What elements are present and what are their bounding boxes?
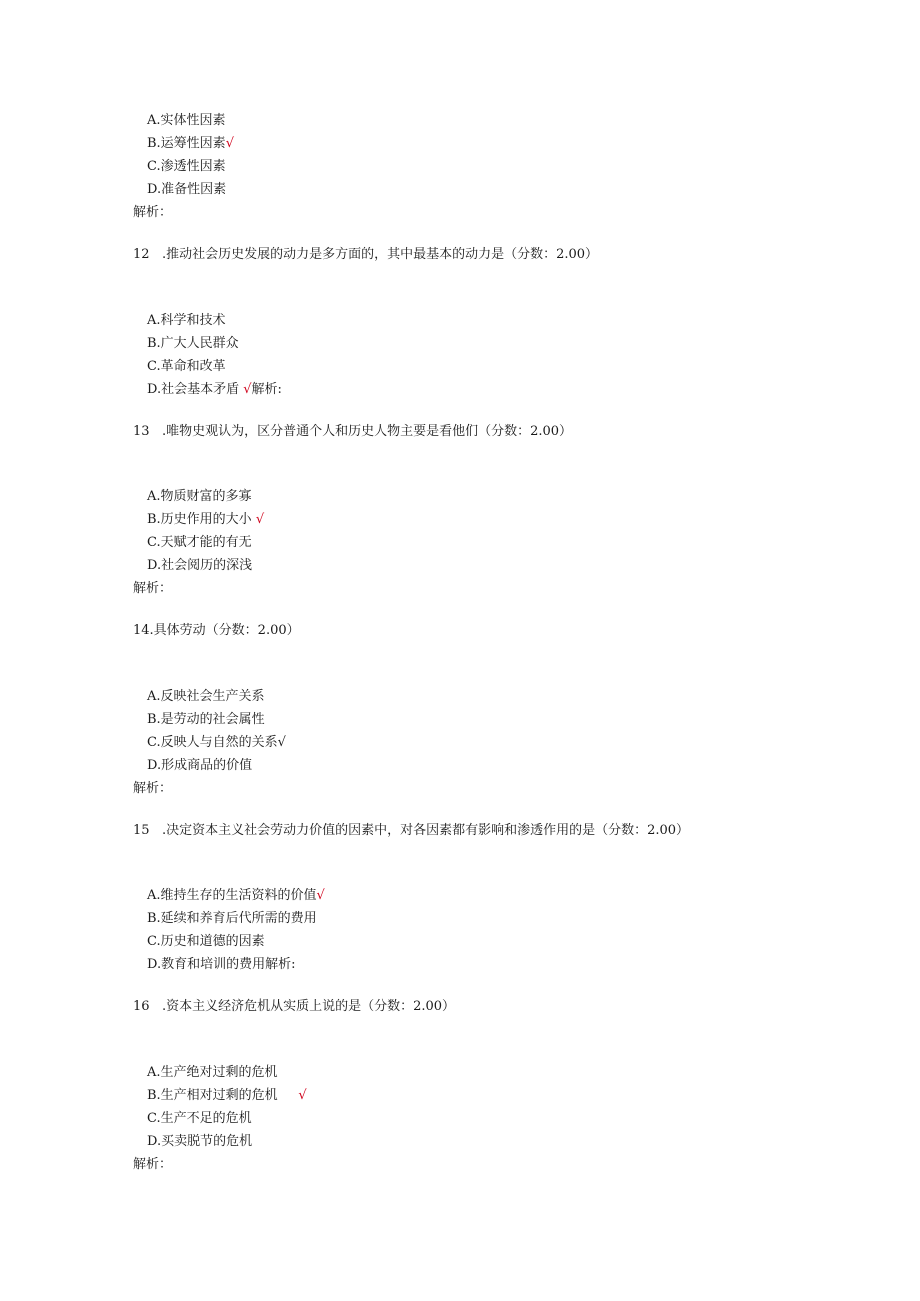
q14-option-d: D.形成商品的价值 bbox=[147, 758, 253, 773]
q12-option-b: B.广大人民群众 bbox=[147, 336, 239, 351]
q16-stem: 16 .资本主义经济危机从实质上说的是（分数：2.00） bbox=[133, 999, 456, 1014]
q15-stem: 15 .决定资本主义社会劳动力价值的因素中，对各因素都有影响和渗透作用的是（分数：2.00） bbox=[133, 823, 690, 838]
q15-analysis-label: 解析: bbox=[265, 957, 296, 972]
q12-option-d: D.社会基本矛盾 √解析: bbox=[147, 382, 282, 397]
q13-option-a: A.物质财富的多寡 bbox=[147, 489, 252, 504]
q12-analysis-label: 解析: bbox=[251, 382, 282, 397]
q16-option-d: D.买卖脱节的危机 bbox=[147, 1134, 253, 1149]
q13-option-b: B.历史作用的大小 √ bbox=[147, 512, 265, 527]
correct-check-icon: √ bbox=[316, 888, 325, 903]
q13-option-d: D.社会阅历的深浅 bbox=[147, 558, 253, 573]
q11-option-d: D.准备性因素 bbox=[147, 182, 227, 197]
q15-option-d: D.教育和培训的费用解析: bbox=[147, 957, 296, 972]
q11-option-b: B.运筹性因素√ bbox=[147, 136, 234, 151]
q15-option-c: C.历史和道德的因素 bbox=[147, 934, 265, 949]
q11-option-c: C.渗透性因素 bbox=[147, 159, 226, 174]
q16-option-b: B.生产相对过剩的危机 √ bbox=[147, 1088, 307, 1103]
q16-option-c: C.生产不足的危机 bbox=[147, 1111, 252, 1126]
q14-option-c: C.反映人与自然的关系√ bbox=[147, 735, 286, 750]
q15-option-a: A.维持生存的生活资料的价值√ bbox=[147, 888, 325, 903]
q12-stem: 12 .推动社会历史发展的动力是多方面的，其中最基本的动力是（分数：2.00） bbox=[133, 247, 599, 262]
q13-analysis-label: 解析： bbox=[133, 581, 173, 596]
q12-option-c: C.革命和改革 bbox=[147, 359, 226, 374]
q11-analysis-label: 解析： bbox=[133, 205, 173, 220]
q12-option-a: A.科学和技术 bbox=[147, 313, 226, 328]
q14-stem: 14.具体劳动（分数：2.00） bbox=[133, 623, 300, 638]
q14-analysis-label: 解析： bbox=[133, 781, 173, 796]
correct-check-icon: √ bbox=[225, 136, 234, 151]
q11-option-a: A.实体性因素 bbox=[147, 113, 226, 128]
q15-option-b: B.延续和养育后代所需的费用 bbox=[147, 911, 317, 926]
q13-option-c: C.天赋才能的有无 bbox=[147, 535, 252, 550]
q14-option-a: A.反映社会生产关系 bbox=[147, 689, 265, 704]
correct-check-icon: √ bbox=[277, 735, 286, 750]
correct-check-icon: √ bbox=[298, 1088, 307, 1103]
q14-option-b: B.是劳动的社会属性 bbox=[147, 712, 265, 727]
q16-analysis-label: 解析： bbox=[133, 1157, 173, 1172]
q16-option-a: A.生产绝对过剩的危机 bbox=[147, 1065, 278, 1080]
q13-stem: 13 .唯物史观认为，区分普通个人和历史人物主要是看他们（分数：2.00） bbox=[133, 424, 573, 439]
correct-check-icon: √ bbox=[255, 512, 265, 527]
correct-check-icon: √ bbox=[243, 382, 252, 397]
